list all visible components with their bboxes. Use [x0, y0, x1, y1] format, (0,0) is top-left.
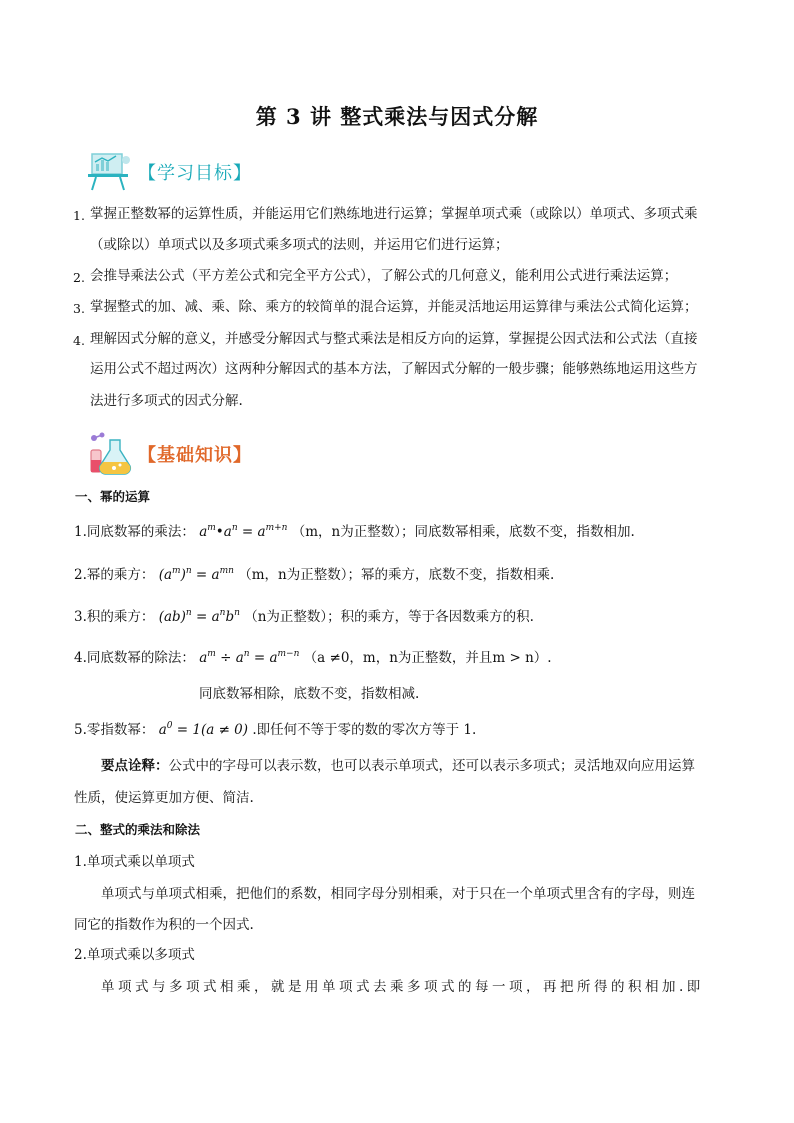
rule-5-label: 5.零指数幂：	[74, 722, 155, 738]
goal-4-number: 4.	[73, 333, 85, 348]
rule-3-formula: $(ab)^n = a^nb^n$	[158, 608, 240, 625]
goal-4-line-3: 法进行多项式的因式分解.	[90, 393, 243, 409]
key-note-label: 要点诠释：	[101, 758, 169, 774]
rule-2-formula: $(a^m)^n = a^{mn}$	[158, 566, 234, 583]
subheading-monomial-by-monomial: 1.单项式乘以单项式	[74, 854, 195, 870]
rule-1	[74, 522, 635, 542]
heading-power-operations: 一、幂的运算	[75, 489, 151, 504]
rule-3-label: 3.积的乘方：	[74, 609, 155, 625]
rule-1-formula: $a^m•a^n = a^{m+n}$	[199, 523, 288, 540]
goal-3-line-1: 掌握整式的加、减、乘、除、乘方的较简单的混合运算，并能灵活地运用运算律与乘法公式简化运算；	[90, 299, 698, 315]
rule-5	[74, 720, 476, 740]
rule-4-label: 4.同底数幂的除法：	[74, 650, 195, 666]
basic-knowledge-label: 【基础知识】	[138, 445, 252, 466]
rule-2	[74, 565, 554, 585]
basic-knowledge-header	[86, 432, 252, 476]
goal-1-line-2: （或除以）单项式以及多项式乘多项式的法则，并运用它们进行运算；	[90, 237, 509, 253]
learning-goals-header	[86, 150, 252, 194]
rule-4-note: 同底数幂相除，底数不变，指数相减.	[199, 686, 420, 702]
rule-2-text: （m，n为正整数）；幂的乘方，底数不变，指数相乘.	[238, 567, 555, 583]
key-note-line-2: 性质，使运算更加方便、简洁.	[74, 790, 254, 806]
rule-5-text: .即任何不等于零的数的零次方等于 1.	[252, 722, 477, 738]
rule-4	[74, 648, 552, 668]
monomial-rule-line-2: 同它的指数作为积的一个因式.	[74, 917, 254, 933]
presentation-board-icon	[86, 150, 136, 194]
lab-flask-icon	[86, 432, 136, 476]
goal-4-line-1: 理解因式分解的意义，并感受分解因式与整式乘法是相反方向的运算，掌握提公因式法和公式法（直接	[90, 331, 698, 347]
rule-3	[74, 607, 534, 627]
rule-5-formula: $a^0 = 1(a \ne 0)$	[158, 721, 249, 738]
rule-4-formula: $a^m \div a^n = a^{m-n}$	[199, 649, 300, 666]
goal-4-line-2: 运用公式不超过两次）这两种分解因式的基本方法，了解因式分解的一般步骤；能够熟练地运用这些方	[90, 361, 698, 377]
heading-polynomial-mult-div: 二、整式的乘法和除法	[75, 822, 201, 837]
rule-4-text: （a ≠0，m，n为正整数，并且m > n）.	[303, 650, 552, 666]
goal-3-number: 3.	[73, 301, 85, 316]
monomial-rule-line-1: 单项式与单项式相乘，把他们的系数，相同字母分别相乘，对于只在一个单项式里含有的字母，则连	[101, 886, 695, 902]
goal-1-line-1: 掌握正整数幂的运算性质，并能运用它们熟练地进行运算；掌握单项式乘（或除以）单项式、多项式乘	[90, 206, 698, 222]
key-note-line-1	[101, 756, 695, 776]
rule-1-label: 1.同底数幂的乘法：	[74, 524, 195, 540]
learning-goals-label: 【学习目标】	[138, 163, 252, 184]
goal-2-number: 2.	[73, 270, 85, 285]
subheading-monomial-by-polynomial: 2.单项式乘以多项式	[74, 947, 195, 963]
polynomial-rule-line-1: 单项式与多项式相乘，就是用单项式去乘多项式的每一项，再把所得的积相加.即	[101, 979, 704, 995]
rule-1-text: （m，n为正整数）；同底数幂相乘，底数不变，指数相加.	[291, 524, 635, 540]
goal-1-number: 1.	[73, 208, 85, 223]
goal-2-line-1: 会推导乘法公式（平方差公式和完全平方公式），了解公式的几何意义，能利用公式进行乘法运算；	[90, 268, 678, 284]
rule-2-label: 2.幂的乘方：	[74, 567, 155, 583]
rule-3-text: （n为正整数）；积的乘方，等于各因数乘方的积.	[244, 609, 534, 625]
page-title: 第 3 讲 整式乘法与因式分解	[255, 104, 539, 129]
key-note-text-1: 公式中的字母可以表示数，也可以表示单项式，还可以表示多项式；灵活地双向应用运算	[168, 758, 695, 774]
